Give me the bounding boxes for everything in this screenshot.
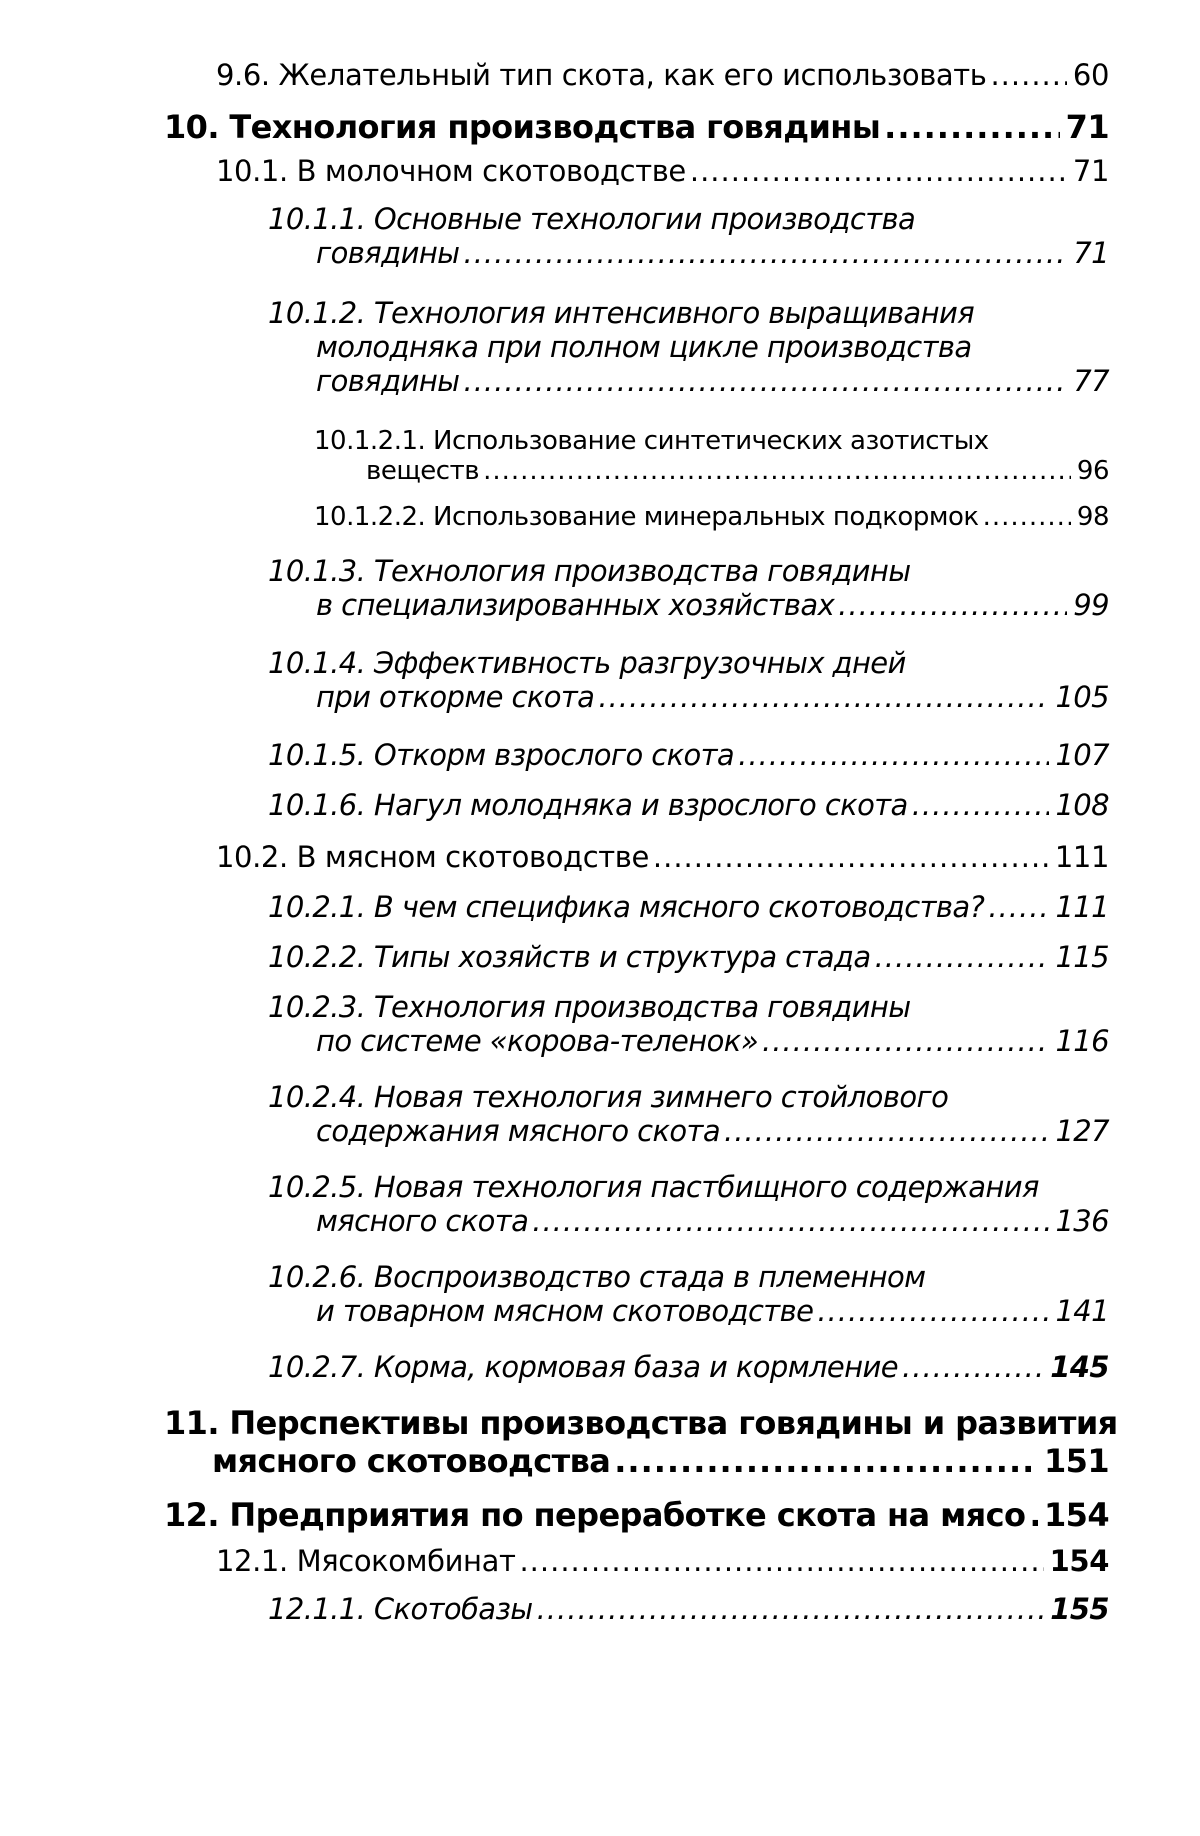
- page-number: 99: [1073, 588, 1109, 622]
- toc-entry-title: 10.1.6. Нагул молодняка и взрослого скота: [268, 788, 908, 822]
- toc-entry-10-1-3[interactable]: [164, 554, 1109, 642]
- toc-entry-title-cont: мясного скотоводства: [212, 1442, 611, 1480]
- toc-entry-title: 12.1.1. Скотобазы: [268, 1592, 533, 1626]
- toc-entry-title: 10.2.2. Типы хозяйств и структура стада: [268, 940, 871, 974]
- toc-entry-title: 10.1.2.2. Использование минеральных подкормок: [314, 502, 979, 532]
- toc-entry-10-2-6[interactable]: [164, 1260, 1109, 1350]
- toc-entry-10-1-2-2[interactable]: [164, 502, 1109, 548]
- toc-entry-10-1-2-1[interactable]: [164, 426, 1109, 494]
- page-number: 151: [1044, 1442, 1109, 1480]
- leader-dots: [483, 456, 1071, 486]
- toc-entry-10-2-2[interactable]: [164, 940, 1109, 990]
- page-number: 127: [1055, 1114, 1109, 1148]
- leader-dots: [653, 840, 1049, 874]
- leader-dots: [738, 738, 1049, 772]
- leader-dots: [902, 1350, 1044, 1384]
- toc-entry-title-cont: содержания мясного скота: [316, 1114, 720, 1148]
- toc-entry-10-2-4[interactable]: [164, 1080, 1109, 1170]
- toc-chapter-11[interactable]: [164, 1404, 1118, 1490]
- toc-entry-title-cont: по системе «корова-теленок»: [316, 1024, 758, 1058]
- page-number: 77: [1073, 364, 1109, 398]
- toc-entry-10-2-1[interactable]: [164, 890, 1109, 940]
- toc-entry-title: 10.1.2.1. Использование синтетических азотистых: [314, 426, 989, 456]
- page-number: 60: [1072, 58, 1109, 92]
- leader-dots: [838, 588, 1067, 622]
- leader-dots: [598, 680, 1049, 714]
- page-number: 108: [1055, 788, 1109, 822]
- leader-dots: [463, 236, 1067, 270]
- toc-entry-title: 11. Перспективы производства говядины и развития: [164, 1404, 1118, 1442]
- toc-entry-title: 10.2.5. Новая технология пастбищного содержания: [268, 1170, 1039, 1204]
- leader-dots: [912, 788, 1050, 822]
- leader-dots: [817, 1294, 1049, 1328]
- page-number: 71: [1065, 108, 1109, 146]
- toc-entry-title-cont: мясного скота: [316, 1204, 529, 1238]
- toc-entry-title-cont: в специализированных хозяйствах: [316, 588, 835, 622]
- toc-entry-title: 9.6. Желательный тип скота, как его использовать: [216, 58, 987, 92]
- toc-entry-10-1-4[interactable]: [164, 646, 1109, 734]
- page-number: 154: [1049, 1544, 1109, 1578]
- page-number: 111: [1055, 890, 1109, 924]
- toc-entry-10-2-5[interactable]: [164, 1170, 1109, 1260]
- toc-entry-title: 10.1.5. Откорм взрослого скота: [268, 738, 735, 772]
- leader-dots: [983, 502, 1071, 532]
- page-number: 145: [1050, 1350, 1109, 1384]
- leader-dots: [519, 1544, 1043, 1578]
- toc-entry-9-6[interactable]: [164, 58, 1109, 108]
- leader-dots: [988, 890, 1049, 924]
- toc-entry-10-2-7[interactable]: [164, 1350, 1109, 1400]
- page-number: 154: [1044, 1496, 1109, 1534]
- toc-chapter-12[interactable]: [164, 1496, 1109, 1544]
- page-number: 111: [1054, 840, 1109, 874]
- toc-entry-title: 10.1.4. Эффективность разгрузочных дней: [268, 646, 906, 680]
- toc-entry-10-1-6[interactable]: [164, 788, 1109, 838]
- toc-entry-title: 10.2.3. Технология производства говядины: [268, 990, 911, 1024]
- page-number: 115: [1055, 940, 1109, 974]
- page-number: 155: [1050, 1592, 1109, 1626]
- leader-dots: [990, 58, 1066, 92]
- toc-entry-title: 12.1. Мясокомбинат: [216, 1544, 516, 1578]
- toc-chapter-10[interactable]: [164, 108, 1109, 154]
- toc-entry-title: 10.1.3. Технология производства говядины: [268, 554, 911, 588]
- page-number: 105: [1055, 680, 1109, 714]
- toc-entry-title-cont: веществ: [366, 456, 480, 486]
- page-number: 116: [1055, 1024, 1109, 1058]
- toc-entry-10-1-2[interactable]: [164, 296, 1109, 416]
- toc-entry-title: 10.2. В мясном скотоводстве: [216, 840, 649, 874]
- leader-dots: [1029, 1496, 1038, 1534]
- toc-entry-title-cont: молодняка при полном цикле производства: [316, 330, 972, 364]
- leader-dots: [724, 1114, 1049, 1148]
- page-number: 107: [1055, 738, 1109, 772]
- toc-entry-title: 10.2.4. Новая технология зимнего стойлового: [268, 1080, 949, 1114]
- leader-dots: [884, 108, 1060, 146]
- toc-entry-12-1[interactable]: [164, 1544, 1109, 1592]
- toc-entry-12-1-1[interactable]: [164, 1592, 1109, 1640]
- toc-entry-title: 10.2.6. Воспроизводство стада в племенном: [268, 1260, 926, 1294]
- leader-dots: [875, 940, 1050, 974]
- toc-entry-title-cont: говядины: [316, 364, 460, 398]
- toc-entry-10-1[interactable]: [164, 154, 1109, 202]
- page-number: 98: [1076, 502, 1109, 532]
- toc-entry-title: 10. Технология производства говядины: [164, 108, 881, 146]
- page-number: 71: [1072, 154, 1109, 188]
- toc-entry-title: 10.2.1. В чем специфика мясного скотоводства?: [268, 890, 985, 924]
- page-number: 71: [1073, 236, 1109, 270]
- table-of-contents: [164, 58, 1118, 1640]
- toc-entry-title: 12. Предприятия по переработке скота на мясо: [164, 1496, 1026, 1534]
- toc-entry-10-1-1[interactable]: [164, 202, 1109, 290]
- toc-entry-title-cont: говядины: [316, 236, 460, 270]
- toc-entry-title: 10.2.7. Корма, кормовая база и кормление: [268, 1350, 899, 1384]
- toc-entry-title-cont: и товарном мясном скотоводстве: [316, 1294, 814, 1328]
- leader-dots: [532, 1204, 1049, 1238]
- toc-entry-10-2-3[interactable]: [164, 990, 1109, 1080]
- leader-dots: [537, 1592, 1045, 1626]
- toc-entry-title: 10.1. В молочном скотоводстве: [216, 154, 686, 188]
- toc-entry-title-cont: при откорме скота: [316, 680, 595, 714]
- toc-entry-title: 10.1.2. Технология интенсивного выращивания: [268, 296, 975, 330]
- toc-entry-title: 10.1.1. Основные технологии производства: [268, 202, 916, 236]
- page-number: 136: [1055, 1204, 1109, 1238]
- leader-dots: [463, 364, 1067, 398]
- leader-dots: [614, 1442, 1038, 1480]
- page-number: 141: [1055, 1294, 1109, 1328]
- leader-dots: [762, 1024, 1049, 1058]
- page-number: 96: [1076, 456, 1109, 486]
- toc-entry-10-2[interactable]: [164, 840, 1109, 890]
- leader-dots: [690, 154, 1067, 188]
- toc-entry-10-1-5[interactable]: [164, 738, 1109, 788]
